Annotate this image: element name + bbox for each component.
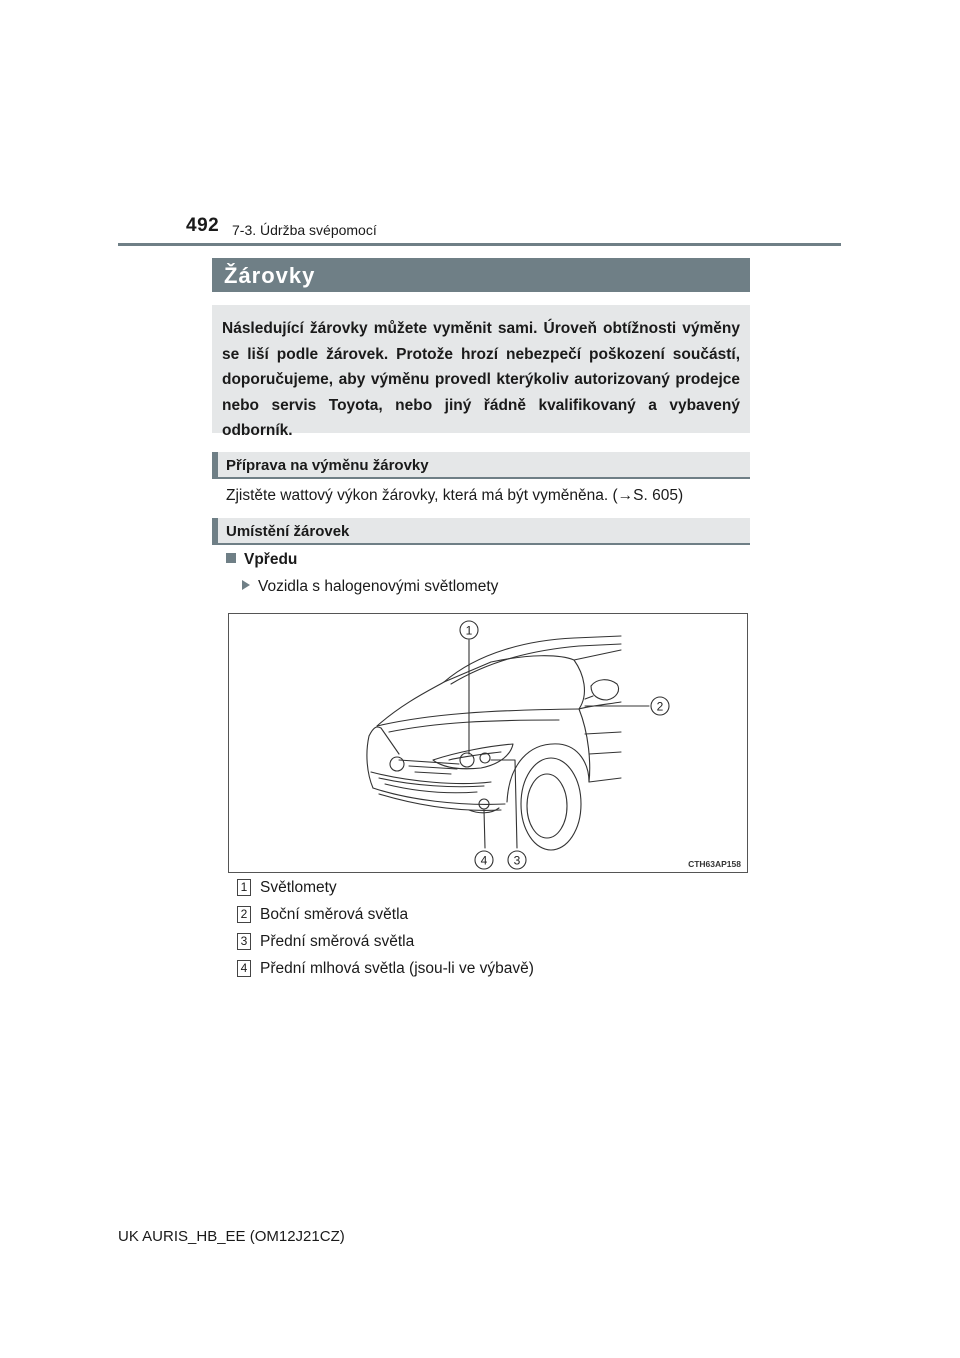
legend-number-box: 2: [237, 906, 251, 923]
car-figure: [228, 613, 748, 873]
legend-item-4: [237, 960, 534, 978]
callout-2: 2: [656, 699, 664, 714]
subsection-label: Vpředu: [244, 551, 298, 568]
legend-number-box: 4: [237, 960, 251, 977]
car-front-illustration: [229, 614, 747, 872]
prep-heading: Příprava na výměnu žárovky: [212, 452, 750, 479]
subsection-front: [226, 551, 297, 569]
square-bullet-icon: [226, 553, 236, 563]
page-number: 492: [186, 215, 220, 236]
legend-item-3: [237, 933, 414, 951]
legend-label: Přední mlhová světla (jsou-li ve výbavě): [260, 960, 534, 977]
variant-label: Vozidla s halogenovými světlomety: [258, 578, 499, 595]
intro-text: Následující žárovky můžete vyměnit sami. Úroveň obtížnosti výměny se liší podle žárovek. Protože hrozí nebezpečí poškození součástí, doporučujeme, aby výměnu provedl kterýkoliv autorizovaný prodejce nebo servis Toyota, nebo jiný řádně kvalifikovaný a vybavený odborník.: [212, 305, 750, 433]
location-heading: Umístění žárovek: [212, 518, 750, 545]
legend-item-1: [237, 879, 337, 897]
header-rule: [118, 243, 841, 246]
variant-line: [242, 578, 498, 596]
figure-code: CTH63AP158: [688, 859, 741, 869]
callout-1: 1: [465, 623, 473, 638]
legend-number-box: 1: [237, 879, 251, 896]
page-title: Žárovky: [212, 258, 750, 292]
legend-item-2: [237, 906, 408, 924]
legend-number-box: 3: [237, 933, 251, 950]
legend-label: Boční směrová světla: [260, 906, 409, 923]
legend-label: Světlomety: [260, 879, 337, 896]
footer-model-code: UK AURIS_HB_EE (OM12J21CZ): [118, 1228, 345, 1245]
prep-text: Zjistěte wattový výkon žárovky, která má být vyměněna. (→S. 605): [226, 487, 684, 504]
callout-4: 4: [480, 853, 488, 868]
triangle-bullet-icon: [242, 580, 250, 590]
callout-3: 3: [513, 853, 521, 868]
section-path: 7-3. Údržba svépomocí: [232, 222, 377, 238]
legend-label: Přední směrová světla: [260, 933, 415, 950]
